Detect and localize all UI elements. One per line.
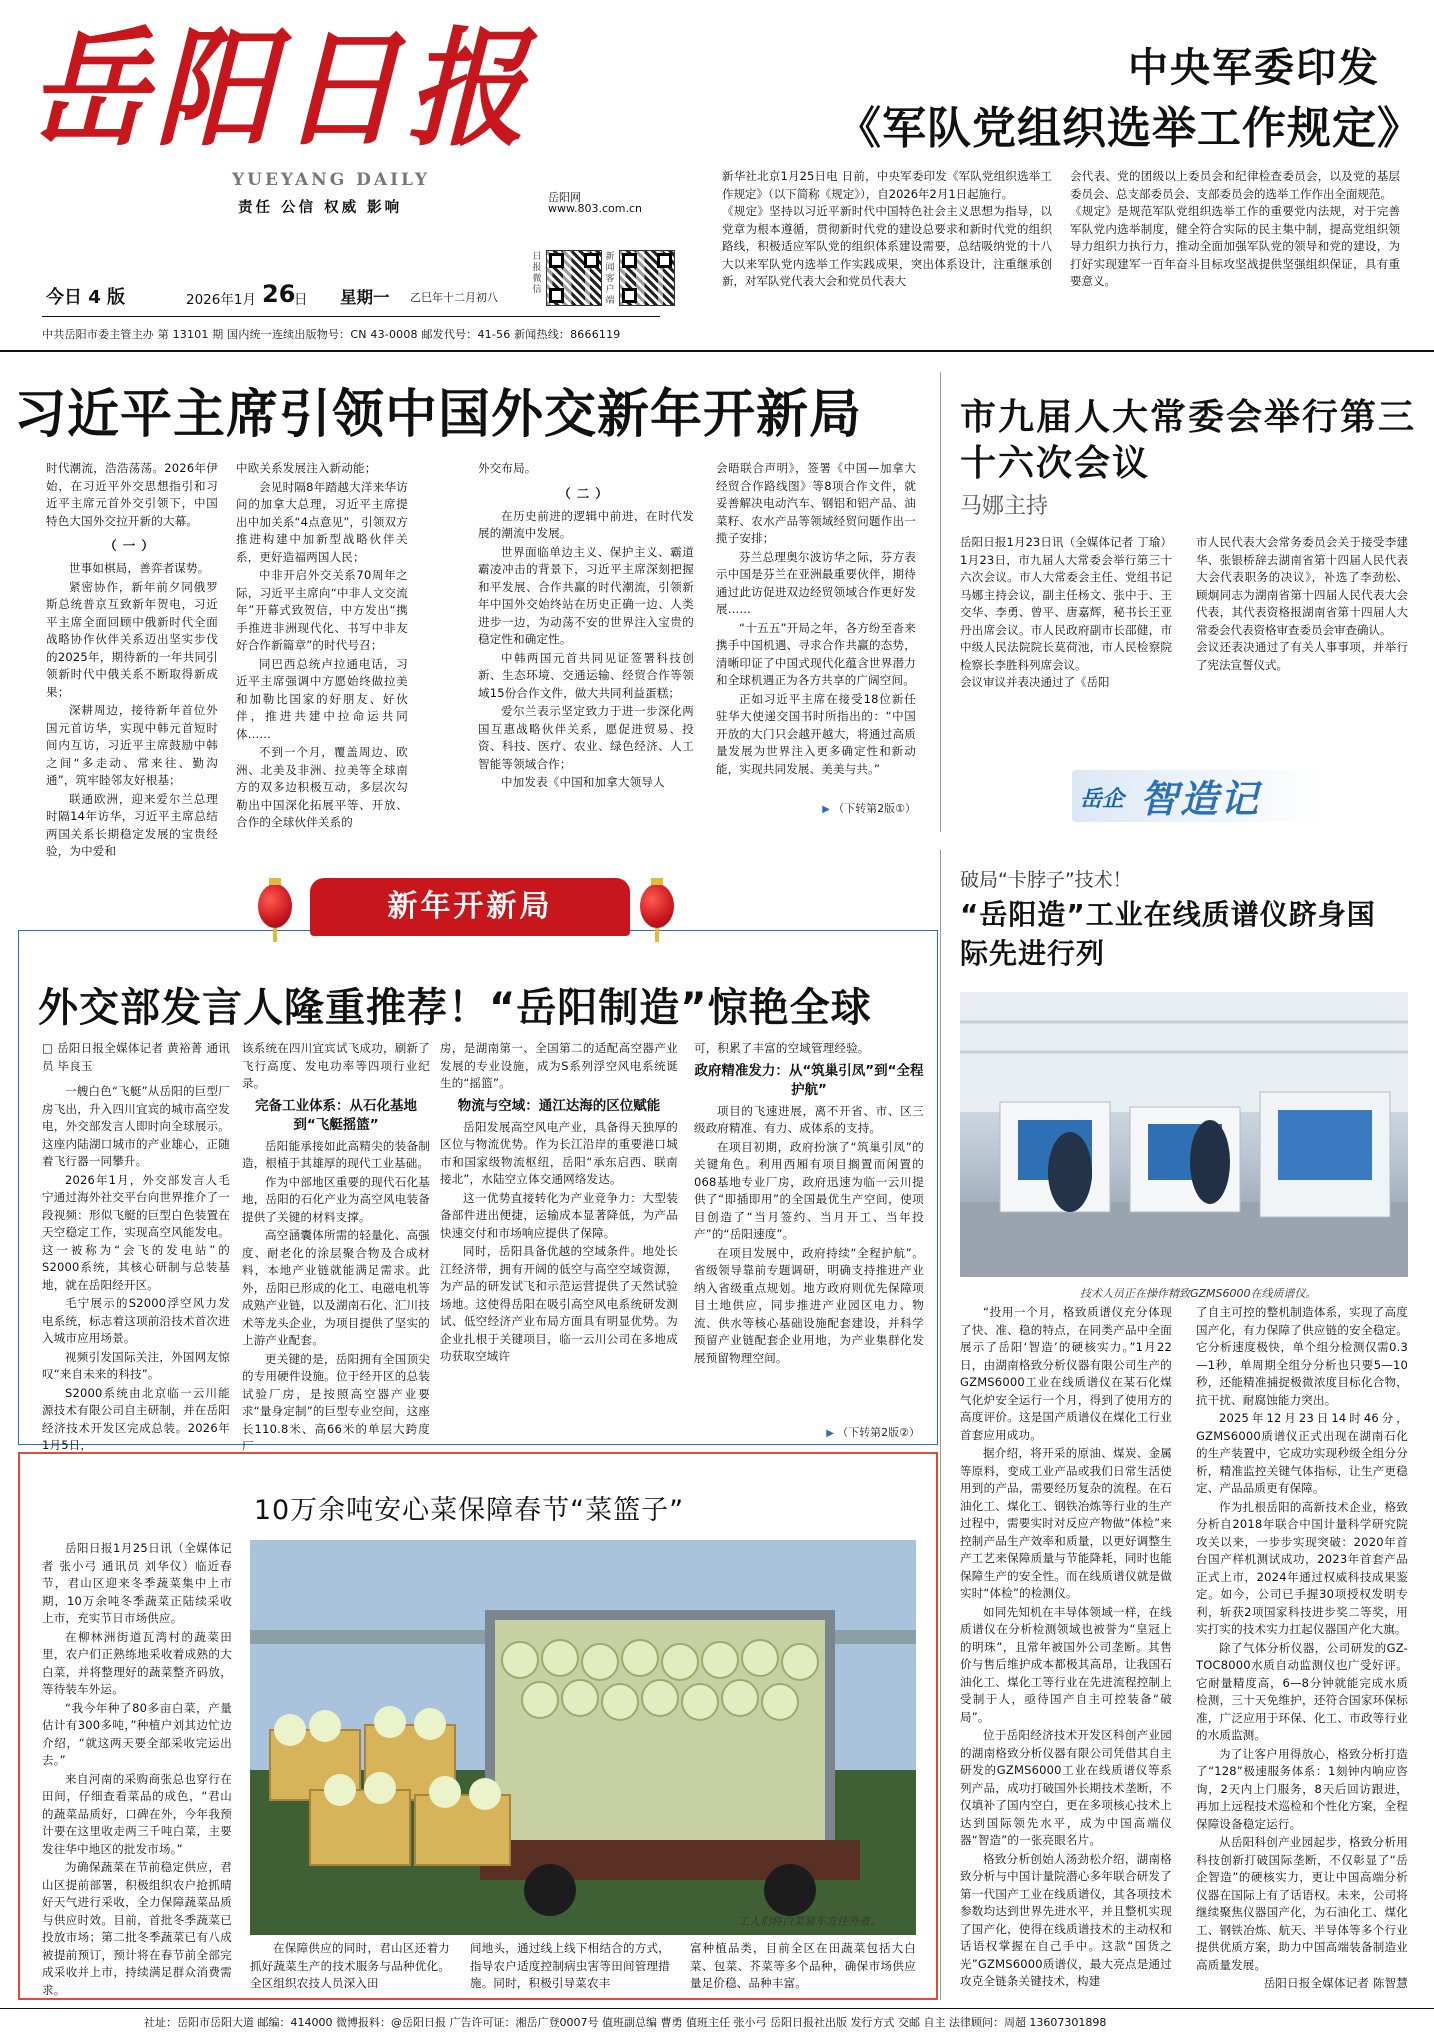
paragraph: “投用一个月，格致质谱仪充分体现了快、准、稳的特点，在同类产品中全面展示了岳阳‘智造’的硬核实力。”1月22日，由湖南格致分析仪器有限公司生产的GZMS6000工业在线质谱仪在某石化煤气化炉安全运行一个月，得到了使用方的高度评价。这是国产质谱仪在煤化工行业首套应用成功。 <box>960 1305 1172 1442</box>
vegetable-headline[interactable]: 10万余吨安心菜保障春节“菜篮子” <box>253 1495 685 1526</box>
qr2-label: 新闻客户端 <box>605 252 615 306</box>
paragraph: 在项目发展中，政府持续“全程护航”。省级领导靠前专题调研，明确支持推进产业纳入省级重点规划。地方政府则优先保障项目土地供应，同步推进产业园区电力、物流、供水等核心基础设施配套建设，并科学预留产业链配套企业用地，为产业集群化发展预留物理空间。 <box>694 1245 924 1365</box>
paragraph: 正如习近平主席在接受18位新任驻华大使递交国书时所指出的：“中国开放的大门只会越开越大，将通过高质量发展为世界注入更多确定性和新动能，实现共同发展、美美与共。” <box>716 691 916 776</box>
paragraph: 一艘白色“飞艇”从岳阳的巨型厂房飞出，升入四川宜宾的城市高空发电，外交部发言人即时向全球展示。这座内陆湖口城市的产业雄心，正随着飞行器一同攀升。 <box>42 1084 230 1168</box>
paragraph: 在项目初期，政府扮演了“筑巢引凤”的关键角色。利用西厢有项目搁置而闲置的068基地专业厂房，政府迅速为临一云川提供了“即插即用”的全国最优生产空间，使项目创造了“当月签约、当月开工、当年投产”的“岳阳速度”。 <box>694 1139 924 1241</box>
main-headline[interactable]: 习近平主席引领中国外交新年开新局 <box>14 385 863 445</box>
paragraph: 岳阳发展高空风电产业，具备得天独厚的区位与物流优势。作为长江沿岸的重要港口城市和国家级物流枢纽，岳阳“承东启西、联南接北”，水陆空立体交通网络发达。 <box>440 1119 678 1186</box>
headline-column-2 <box>236 460 408 833</box>
paragraph: 富种植品类，目前全区在田蔬菜包括大白菜、包菜、芥菜等多个品种，确保市场供应量足价稳、品种丰富。 <box>690 1941 916 1990</box>
vegetable-column-3 <box>470 1940 670 1994</box>
paragraph: 这一优势直接转化为产业竞争力：大型装备部件进出便捷，运输成本显著降低，为产品快速交付和市场响应提供了保障。 <box>440 1190 678 1240</box>
paragraph: 不到一个月，覆盖周边、欧洲、北美及非洲、拉美等全球南方的双多边积极互动，多层次勾勒出中国深化拓展平等、开放、合作的全球伙伴关系的 <box>236 745 408 829</box>
paragraph: 2026年1月，外交部发言人毛宁通过海外社交平台向世界推介了一段视频：形似飞艇的巨型白色装置在天空稳定工作，实现高空风能发电。这一被称为“会飞的发电站”的S2000系统，其核心研制与总装基地，就在岳阳经开区。 <box>42 1172 230 1292</box>
subhead: 完备工业体系：从石化基地到“飞艇摇篮” <box>255 1097 417 1133</box>
paragraph: 联通欧洲，迎来爱尔兰总理时隔14年访华，习近平主席总结两国关系长期稳定发展的宝贵经验，为中爱和 <box>46 791 218 858</box>
subhead: 物流与空域：通江达海的区位赋能 <box>457 1097 661 1114</box>
paragraph: 位于岳阳经济技术开发区科创产业园的湖南格致分析仪器有限公司凭借其自主研发的GZMS6000工业在线质谱仪等系列产品，成功打破国外长期技术垄断，不仅填补了国内空白，更在多项核心技术上达到国际领先水平，成为中国高端仪器“智造”的一张亮眼名片。 <box>960 1728 1172 1847</box>
paragraph: 项目的飞速进展，离不开省、市、区三级政府精准、有力、成体系的支持。 <box>694 1103 924 1135</box>
paragraph: 会见时隔8年踏越大洋来华访问的加拿大总理，习近平主席提出中加关系“4点意见”，引领双方推进构建中加新型战略伙伴关系，更好造福两国人民； <box>236 479 408 564</box>
column-divider <box>940 850 941 2000</box>
top-story-title-line1[interactable]: 中央军委印发 <box>1128 45 1380 91</box>
paragraph: 如同先知机在丰导体领域一样，在线质谱仪在分析检测领域也被誉为“皇冠上的明珠”，且常年被国外公司垄断。其售价与售后维护成本都极其高昂，让我国石油化工、煤化工等行业在先进流程控制上受制于人，亟待国产自主可控装备“破局”。 <box>960 1604 1172 1724</box>
vegetable-column-1 <box>42 1540 232 2000</box>
feature-column-3 <box>440 1040 678 1367</box>
column-logo-right: 智造记 <box>1140 777 1261 821</box>
lab-illustration <box>960 992 1408 1277</box>
masthead-motto: 责任 公信 权威 影响 <box>238 200 403 216</box>
paragraph: 同巴西总统卢拉通电话，习近平主席强调中方愿始终做拉美和加勒比国家的好朋友、好伙伴，推进共建中拉命运共同体…… <box>236 656 408 741</box>
paragraph: 可，积累了丰富的空域管理经验。 <box>694 1041 870 1055</box>
paragraph: 深耕周边，接待新年首位外国元首访华，实现中韩元首短时间内互访，习近平主席鼓励中韩之间“多走动、常来往、勤沟通”，筑牢睦邻友好根基； <box>46 703 218 787</box>
paragraph: 除了气体分析仪器，公司研发的GZ-TOC8000水质自动监测仪也广受好评。它耐量精度高，6—8分钟就能完成水质检测，三十天免维护，还符合国家环保标准，广泛应用于环保、化工、市政等行业的水质监测。 <box>1196 1640 1408 1742</box>
vegetable-truck-photo <box>250 1540 916 1935</box>
lab-column-2 <box>1196 1304 1408 1994</box>
lantern-icon <box>640 884 674 928</box>
paragraph: 中非开启外交关系70周年之际，习近平主席向“中非人文交流年”开幕式致贺信，中方发出“携手推进非洲现代化、书写中非友好合作新篇章”的时代号召； <box>236 568 408 652</box>
issue-day-suffix: 日 <box>294 292 308 308</box>
lab-headline[interactable]: “岳阳造”工业在线质谱仪跻身国际先进行列 <box>960 898 1376 970</box>
lab-photo <box>960 992 1408 1277</box>
paragraph: 来自河南的采购商张总也穿行在田间，仔细查看菜品的成色，“君山的蔬菜品质好，口碑在外，今年我预计要在这里收走两三千吨白菜，主要发往华中地区的批发市场。” <box>42 1771 232 1856</box>
paragraph: 同时，岳阳具备优越的空域条件。地处长江经济带，拥有开阔的低空与高空空域资源，为产品的研发试飞和示范运营提供了天然试验场地。这使得岳阳在吸引高空风电系统研发测试、低空经济产业布局方面具有明显优势。为企业扎根于关键项目，临一云川公司在多地成功获取空域许 <box>440 1244 678 1363</box>
paragraph: 作为中部地区重要的现代石化基地，岳阳的石化产业为高空风电装备提供了关键的材料支撑。 <box>242 1174 430 1224</box>
feature-headline[interactable]: 外交部发言人隆重推荐！“岳阳制造”惊艳全球 <box>38 985 872 1031</box>
paragraph: 间地头，通过线上线下相结合的方式，指导农户适度控制病虫害等田间管理措施。同时，积极引导菜农丰 <box>470 1941 670 1990</box>
paragraph: 外交布局。 <box>478 461 537 475</box>
vegetable-column-4 <box>690 1940 916 1994</box>
paragraph: 视频引发国际关注，外国网友惊叹“来自未来的科技”。 <box>42 1349 230 1381</box>
npc-column-1: 岳阳日报1月23日讯（全媒体记者 丁瑜）1月23日，市九届人大常委会举行第三十六次会议。市人大常委会主任、党组书记马娜主持会议，副主任杨文、张中于、王交华、李勇、曾平、唐嘉辉，秘书长王亚丹出席会议。市人民政府副市长邵健，市中级人民法院院长莫荷池，市人民检察院检察长李胜科列席会议。 会议审议并表决通过了《岳阳 <box>960 535 1172 689</box>
vegetable-truck-illustration <box>250 1540 916 1935</box>
paragraph: 芬兰总理奥尔波访华之际，芬方表示中国是芬兰在亚洲最重要伙伴，期待通过此访促进双边经贸领域合作更好发展…… <box>716 549 916 616</box>
top-story-column-1: 新华社北京1月25日电 日前，中央军委印发《军队党组织选举工作规定》（以下简称《规定》），自2026年2月1日起施行。 《规定》坚持以习近平新时代中国特色社会主义思想为指导，以党章为根本遵循，贯彻新时代党的建设总要求和新时代党的组织路线，积极适应军队党的组织体系建设需要，总结吸纳党的十八大以来军队党内选举工作实践成果，突出体系设计，注重继承创新，对军队党代表大会和党员代表大 <box>722 169 1052 288</box>
top-story-title-line2[interactable]: 《军队党组织选举工作规定》 <box>837 103 1422 154</box>
paragraph: 为了让客户用得放心，格致分析打造了“128”极速服务体系：1刻钟内响应咨询，2天内上门服务，8天后回访跟进，再加上远程技术巡检和个性化方案，全程保障设备稳定运行。 <box>1196 1746 1408 1831</box>
section-numeral: （二） <box>558 485 614 501</box>
paragraph: 毛宁展示的S2000浮空风力发电系统，标志着这项前沿技术首次进入城市应用场景。 <box>42 1296 230 1345</box>
issue-year-month: 2026年1月 <box>186 292 256 308</box>
feature-byline: □ 岳阳日报全媒体记者 黄裕菁 通讯员 毕良玉 <box>42 1041 230 1073</box>
divider <box>42 316 660 317</box>
column-divider <box>940 372 941 832</box>
paragraph: 在柳林洲街道瓦湾村的蔬菜田里，农户们正熟练地采收着成熟的大白菜，并将整理好的蔬菜整齐码放，等待装车外运。 <box>42 1629 232 1696</box>
issue-weekday: 星期一 <box>340 288 390 307</box>
qr-code-icon[interactable] <box>546 250 602 306</box>
publication-info: 中共岳阳市委主管主办 第 13101 期 国内统一连续出版物号：CN 43-0008 邮发代号：41-56 新闻热线：8666119 <box>42 328 621 341</box>
photo-caption: 技术人员正在操作精致GZMS6000在线质谱仪。 <box>1080 1287 1317 1300</box>
lantern-icon <box>258 884 292 928</box>
paragraph: 2025年12月23日14时46分，GZMS6000质谱仪正式出现在湖南石化的生产装置中，它成功实现秒级全组分分析，精准监控关键气体指标，让生产更稳定、产品品质更有保障。 <box>1196 1411 1408 1495</box>
issue-lunar-date: 乙巳年十二月初八 <box>410 291 498 304</box>
photo-caption: 工人们将白菜装车发往外省。 <box>738 1915 881 1928</box>
feature-column-1 <box>42 1040 230 1456</box>
paragraph: 在历史前进的逻辑中前进，在时代发展的潮流中发展。 <box>478 508 694 540</box>
paragraph: 会晤联合声明》，签署《中国—加拿大经贸合作路线图》等8项合作文件，就妥善解决电动汽车、钢铝和铝产品、油菜籽、农水产品等领域经贸问题作出一揽子安排； <box>716 461 916 545</box>
paragraph: 更关键的是，岳阳拥有全国顶尖的专用硬件设施。位于经开区的总装试验厂房，是按照高空器产业要求“量身定制”的巨型专业空间，这座长110.8米、高66米的单层大跨度厂 <box>242 1351 430 1453</box>
paragraph: 紧密协作，新年前夕同俄罗斯总统普京互致新年贺电，习近平主席全面回顾中俄新时代全面战略协作伙伴关系迈出坚实步伐的2025年，期待新的一年共同引领新时代中俄关系不断取得新成果； <box>46 579 218 699</box>
paragraph: 格致分析创始人汤劲松介绍，湖南格致分析与中国计量院潜心多年联合研发了第一代国产工业在线质谱仪，其各项技术参数均达到世界先进水平，并且整机实现了国产化，使得在线质谱技术的主动权和话语权掌握在自己手中。这款“国货之光”GZMS6000质谱仪，最大亮点是通过攻克全链条关键技术，构建 <box>960 1851 1172 1988</box>
footer-info: 社址：岳阳市岳阳大道 邮编：414000 微博报料：@岳阳日报 广告许可证：湘岳广登0007号 值班副总编 曹勇 值班主任 张小弓 岳阳日报社出版 发行方式 交邮 自主 法律顾问：周超 13607301898 <box>144 2016 1107 2029</box>
paragraph: 爱尔兰表示坚定致力于进一步深化两国互惠战略伙伴关系，愿促进贸易、投资、科技、医疗、农业、绿色经济、人工智能等领域合作； <box>478 704 694 771</box>
section-banner: 新年开新局 <box>310 878 630 936</box>
paragraph: 了自主可控的整机制造体系，实现了高度国产化，有力保障了供应链的安全稳定。它分析速度极快，单个组分检测仅需0.3—1秒，单周期全组分分析也只要5—10秒，还能精准捕捉极微浓度目标化合物，抗干扰、耐腐蚀能力突出。 <box>1196 1305 1408 1407</box>
paragraph: 房，是湖南第一、全国第二的适配高空器产业发展的专业设施，成为S系列浮空风电系统诞生的“摇篮”。 <box>440 1041 678 1090</box>
site-url[interactable]: www.803.com.cn <box>548 202 642 215</box>
paragraph: S2000系统由北京临一云川能源技术有限公司自主研制，并在岳阳经济技术开发区完成总装。2026年1月5日， <box>42 1385 230 1452</box>
paragraph: 中韩两国元首共同见证签署科技创新、生态环境、交通运输、经贸合作等领域15份合作文件，做大共同利益蛋糕； <box>478 650 694 700</box>
continued-link[interactable]: ▶ （下转第2版②） <box>780 1424 920 1440</box>
site-label: 岳阳网 <box>548 191 581 204</box>
npc-byline: 马娜主持 <box>960 494 1049 519</box>
paragraph: 时代潮流，浩浩荡荡。2026年伊始，在习近平外交思想指引和习近平主席元首外交引领下，中国特色大国外交拉开新的大幕。 <box>46 461 218 528</box>
paragraph: 该系统在四川宜宾试飞成功，刷新了飞行高度、发电功率等四项行业纪录。 <box>242 1041 430 1090</box>
npc-column-2: 市人民代表大会常务委员会关于接受李建华、张银桥辞去湖南省第十四届人民代表大会代表职务的决议》，补选了李劲松、顾炯同志为湖南省第十四届人民代表大会代表，其代表资格报湖南省第十四届人大常委会代表资格审查委员会审查确认。 会议还表决通过了有关人事事项，并举行了宪法宣誓仪式。 <box>1196 535 1408 672</box>
vegetable-column-2 <box>250 1940 450 1994</box>
subhead: 政府精准发力：从“筑巢引凤”到“全程护航” <box>694 1062 924 1098</box>
paragraph: 中加发表《中国和加拿大领导人 <box>501 775 665 789</box>
paragraph: 世事如棋局，善弈者谋势。 <box>69 561 210 575</box>
lab-column-1 <box>960 1304 1172 1992</box>
top-story-column-2: 会代表、党的团级以上委员会和纪律检查委员会，以及党的基层委员会、总支部委员会、支部委员会的选举工作作出全面规范。 《规定》是规范军队党组织选举工作的重要党内法规，对于完善军队党内选举制度，健全符合实际的民主集中制，提高党组织领导力组织力执行力，推动全面加强军队党的领导和党的建设，为打好实现建军一百年奋斗目标攻坚战提供坚强组织保证，具有重要意义。 <box>1070 169 1400 288</box>
paragraph: 岳阳日报1月25日讯（全媒体记者 张小弓 通讯员 刘华仪）临近春节，君山区迎来冬季蔬菜集中上市期，10万余吨冬季蔬菜正陆续采收上市，充实节日市场供应。 <box>42 1541 232 1625</box>
paragraph: “十五五”开局之年，各方纷至沓来携手中国机遇、寻求合作共赢的态势，清晰印证了中国式现代化蕴含世界潜力和全球机遇正为各方共享的广阔空间。 <box>716 620 916 687</box>
paragraph: “我今年种了80多亩白菜，产量估计有300多吨，”种植户刘其边忙边介绍，“就这两天要全部采收完运出去。” <box>42 1700 232 1767</box>
section-numeral: （一） <box>104 538 160 553</box>
paragraph: 岳阳能承接如此高精尖的装备制造，根植于其雄厚的现代工业基础。 <box>242 1138 430 1170</box>
paragraph: 高空涵囊体所需的轻量化、高强度、耐老化的涂层聚合物及合成材料，本地产业链就能满足需求。此外，岳阳已形成的化工、电磁电机等成熟产业链，以及湖南石化、汇川技术等龙头企业，为项目提供了坚实的上游产业配套。 <box>242 1228 430 1347</box>
paragraph: 在保障供应的同时，君山区还着力抓好蔬菜生产的技术服务与品种优化。全区组织农技人员深入田 <box>250 1941 450 1990</box>
paragraph: 从岳阳科创产业园起步，格致分析用科技创新打破国际垄断，不仅彰显了“岳企智造”的硬核实力，更让中国高端分析仪器在国际上有了话语权。未来，公司将继续聚焦仪器国产化，为石油化工、煤化工、钢铁冶炼、航天、半导体等多个行业提供优质方案，助力中国高端装备制造业高质量发展。 <box>1196 1835 1408 1972</box>
lab-kicker: 破局“卡脖子”技术！ <box>960 869 1132 891</box>
headline-column-3 <box>478 460 694 793</box>
paragraph: 作为扎根岳阳的高新技术企业，格致分析自2018年联合中国计量科学研究院攻关以来，一步步实现突破：2020年首台国产样机测试成功，2023年首套产品正式上市，2024年通过权威科技成果鉴定。如今，公司已手握30项授权发明专利，斩获2项国家科技进步奖二等奖，用实打实的技术实力扛起仪器国产化大旗。 <box>1196 1499 1408 1636</box>
masthead-logo <box>21 13 563 179</box>
paragraph: 为确保蔬菜在节前稳定供应，君山区提前部署，积极组织农户抢抓晴好天气进行采收，全力保障蔬菜品质与供应时效。目前，首批冬季蔬菜已投放市场；第二批冬季蔬菜已有八成被提前预订，预计将在春节前全部完成采收并上市，持续满足群众消费需求。 <box>42 1860 232 1997</box>
lab-byline: 岳阳日报全媒体记者 陈智慧 <box>1263 1976 1408 1990</box>
qr1-label: 日报微信 <box>532 252 542 295</box>
headline-column-4 <box>716 460 916 779</box>
issue-day: 26 <box>262 280 296 308</box>
feature-column-4 <box>694 1040 924 1368</box>
logo-pinyin: YUEYANG DAILY <box>232 170 431 190</box>
feature-column-2 <box>242 1040 430 1457</box>
headline-column-1 <box>46 460 218 862</box>
paragraph: 中欧关系发展注入新动能； <box>236 461 377 475</box>
footer-rule <box>0 2008 1434 2009</box>
paragraph: 据介绍，将开采的原油、煤炭、金属等原料，变成工业产品或我们日常生活使用到的产品，需要经历复杂的流程。在石油化工、煤化工、钢铁冶炼等行业的生产过程中，需要实时对反应产物做“体检”来控制产品生产效率和质量，以更好调整生产工艺来保障质量与节能降耗，同时也能保障生产的安全性。而在线质谱仪就是做实时“体检”的检测仪。 <box>960 1446 1172 1600</box>
npc-headline[interactable]: 市九届人大常委会举行第三十六次会议 <box>960 397 1417 484</box>
masthead-rule <box>0 350 1434 352</box>
continued-link[interactable]: ▶ （下转第2版①） <box>760 800 916 816</box>
logo-text: 岳阳日报 <box>21 13 563 164</box>
page-count: 今日 4 版 <box>46 287 126 308</box>
column-logo-left: 岳企 <box>1080 787 1125 812</box>
column-logo <box>1072 766 1332 836</box>
paragraph: 世界面临单边主义、保护主义、霸道霸凌冲击的背景下，习近平主席深刻把握和平发展、合作共赢的时代潮流，引领新年中国外交始终站在历史正确一边、人类进步一边，为动荡不安的世界注入宝贵的稳定性和确定性。 <box>478 544 694 646</box>
qr-code-icon[interactable] <box>619 250 675 306</box>
